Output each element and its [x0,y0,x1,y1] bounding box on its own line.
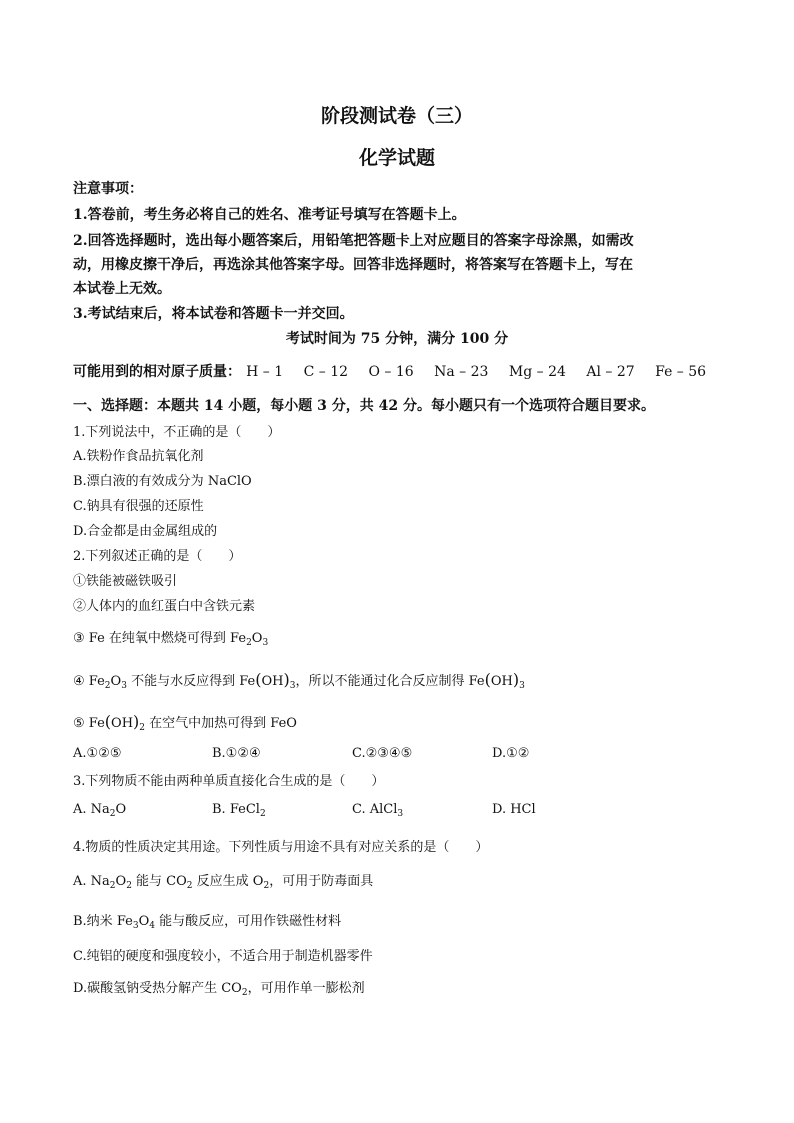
atomic-mass-value: Fe – 56 [655,364,707,380]
q2-statement-3-text: ③ Fe 在纯氧中燃烧可得到 Fe [73,631,247,646]
q2-statement-1: ①铁能被磁铁吸引 [73,574,178,589]
q3-option-a: A. $Na_2O$ [73,802,127,819]
q4-option-a: A. $Na_2O_2$ 能与 $CO_2$ 反应生成 $O_2$，可用于防毒面具 [73,874,374,891]
q4-option-a-text-b: 能与 CO [131,874,187,889]
q1-option-b: B.漂白液的有效成分为 NaClO [73,474,252,489]
notice-item-2-line-2: 动，用橡皮擦干净后，再选涂其他答案字母。回答非选择题时，将答案写在答题卡上，写在 [73,257,633,273]
q1-option-c: C.钠具有很强的还原性 [73,499,204,514]
q4-option-d-text-a: D.碳酸氢钠受热分解产生 CO [73,981,242,996]
page-subtitle: 化学试题 [358,147,435,169]
q2-statement-5-text-b: 在空气中加热可得到 FeO [145,716,297,731]
q2-option-a: A.①②⑤ [73,746,122,761]
notice-item-2-line-3: 本试卷上无效。 [73,281,171,297]
q2-statement-5: ⑤ $Fe(OH)_2$ 在空气中加热可得到 FeO [73,712,297,733]
q4-option-d-text-b: ，可用作单一膨松剂 [247,981,365,996]
q4-option-a-text-a: A. Na [73,874,110,889]
q3-stem: 3.下列物质不能由两种单质直接化合生成的是（ ） [73,774,385,789]
atomic-mass-row [73,361,722,381]
q2-statement-5-text-a: ⑤ Fe [73,716,105,731]
notice-item-1: 1.答卷前，考生务必将自己的姓名、准考证号填写在答题卡上。 [73,207,466,223]
q2-statement-4-text-b: 不能与水反应得到 Fe [126,674,256,689]
atomic-mass-values [246,364,722,380]
q3-option-a-text: A. Na [73,802,110,817]
q2-option-d: D.①② [492,746,530,761]
q4-option-a-text-c: 反应生成 O [192,874,264,889]
q4-option-b: B.纳米 $Fe_3O_4$ 能与酸反应，可用作铁磁性材料 [73,914,342,931]
q4-option-b-text-b: 能与酸反应，可用作铁磁性材料 [154,914,342,929]
notice-item-3: 3.考试结束后，将本试卷和答题卡一并交回。 [73,306,354,322]
q1-option-d: D.合金都是由金属组成的 [73,524,218,539]
q2-stem: 2.下列叙述正确的是（ ） [73,549,242,564]
atomic-mass-value: H – 1 [246,364,284,380]
notice-item-2-line-1: 2.回答选择题时，选出每小题答案后，用铅笔把答题卡上对应题目的答案字母涂黑，如需改 [73,233,634,249]
q2-statement-4-text-a: ④ Fe [73,674,105,689]
atomic-mass-value: Na – 23 [434,364,489,380]
atomic-mass-value: Al – 27 [586,364,635,380]
q4-option-c: C.纯铝的硬度和强度较小，不适合用于制造机器零件 [73,949,373,964]
atomic-mass-value: Mg – 24 [508,364,566,380]
q3-option-c-text: C. AlCl [352,802,398,817]
section-1-heading: 一、选择题：本题共 14 小题，每小题 3 分，共 42 分。每小题只有一个选项符合题目要求。 [73,398,655,414]
q2-statement-2: ②人体内的血红蛋白中含铁元素 [73,599,256,614]
q3-option-c: C. AlCl$_3$ [352,802,404,819]
atomic-mass-label: 可能用到的相对原子质量： [73,364,241,380]
page-title: 阶段测试卷（三） [320,105,473,127]
q4-option-d: D.碳酸氢钠受热分解产生 $CO_2$，可用作单一膨松剂 [73,981,365,998]
q4-stem: 4.物质的性质决定其用途。下列性质与用途不具有对应关系的是（ ） [73,840,489,855]
q3-option-d: D. HCl [492,802,536,817]
q3-option-b-text: B. FeCl [212,802,260,817]
q2-option-c: C.②③④⑤ [352,746,413,761]
q4-option-b-text-a: B.纳米 Fe [73,914,133,929]
q2-statement-4-text-c: ，所以不能通过化合反应制得 Fe [295,674,485,689]
q2-statement-4: ④ $Fe_2O_3$ 不能与水反应得到 $Fe(OH)_3$，所以不能通过化合反应制得 $Fe(OH)_3$ [73,670,525,691]
q1-stem: 1.下列说法中，不正确的是（ ） [73,425,281,440]
atomic-mass-value: O – 16 [368,364,414,380]
q4-option-a-text-d: ，可用于防毒面具 [269,874,374,889]
atomic-mass-value: C – 12 [303,364,349,380]
q2-statement-3: ③ Fe 在纯氧中燃烧可得到 $Fe_2O_3$ [73,631,269,648]
notice-heading: 注意事项： [73,181,143,197]
q1-option-a: A.铁粉作食品抗氧化剂 [73,449,204,464]
q3-option-b: B. FeCl$_2$ [212,802,266,819]
q2-option-b: B.①②④ [212,746,261,761]
exam-time: 考试时间为 75 分钟，满分 100 分 [285,331,509,347]
